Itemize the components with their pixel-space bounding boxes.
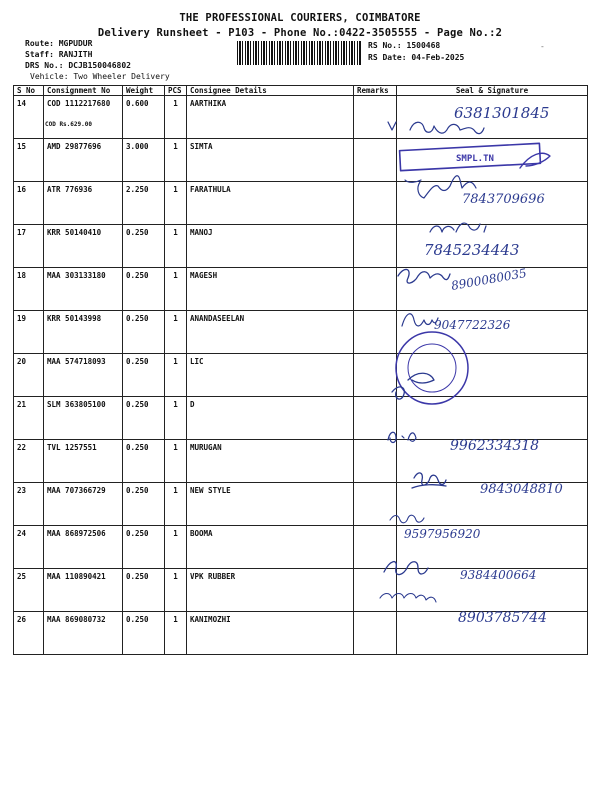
signature-scribble — [390, 515, 424, 523]
row-consignee: BOOMA — [187, 526, 354, 569]
handwritten-phone: 9597956920 — [404, 527, 481, 541]
row-pcs: 1 — [165, 526, 187, 569]
row-consignee: SIMTA — [187, 139, 354, 182]
drs-number: DRS No.: DCJB150046802 — [25, 61, 131, 70]
consignment-number: COD 1112217680 — [47, 99, 111, 108]
row-sno: 21 — [14, 397, 44, 440]
staff-label: Staff: RANJITH — [25, 50, 93, 59]
row-sno: 16 — [14, 182, 44, 225]
row-weight: 0.250 — [123, 526, 165, 569]
row-consignee: FARATHULA — [187, 182, 354, 225]
row-pcs: 1 — [165, 225, 187, 268]
handwritten-phone: 9384400664 — [460, 568, 537, 582]
vehicle-label: Vehicle: Two Wheeler Delivery — [30, 72, 170, 81]
signature-scribble — [380, 594, 436, 603]
signature-scribble — [388, 432, 416, 442]
row-sno: 19 — [14, 311, 44, 354]
row-consignment: MAA 574718093 — [44, 354, 123, 397]
row-consignment: MAA 110890421 — [44, 569, 123, 612]
row-weight: 0.250 — [123, 225, 165, 268]
row-consignee: MURUGAN — [187, 440, 354, 483]
row-weight: 0.250 — [123, 311, 165, 354]
row-pcs: 1 — [165, 182, 187, 225]
signature-scribble — [398, 269, 450, 283]
stamp-text: SMPL.TN — [456, 154, 494, 164]
handwritten-phone: 6381301845 — [454, 104, 550, 122]
row-pcs: 1 — [165, 139, 187, 182]
row-sno: 20 — [14, 354, 44, 397]
stamp — [400, 143, 550, 170]
handwritten-phone: 7845234443 — [424, 241, 520, 259]
round-stamp — [392, 332, 468, 404]
row-pcs: 1 — [165, 612, 187, 655]
row-consignee: LIC — [187, 354, 354, 397]
row-sno: 17 — [14, 225, 44, 268]
row-consignee: VPK RUBBER — [187, 569, 354, 612]
row-weight: 0.250 — [123, 440, 165, 483]
row-consignee: AARTHIKA — [187, 96, 354, 139]
row-sno: 22 — [14, 440, 44, 483]
row-consignment: KRR 50140410 — [44, 225, 123, 268]
row-consignment: ATR 776936 — [44, 182, 123, 225]
row-weight: 3.000 — [123, 139, 165, 182]
signature-scribble — [384, 562, 428, 575]
row-consignee: MAGESH — [187, 268, 354, 311]
row-pcs: 1 — [165, 397, 187, 440]
signature-scribble — [412, 473, 446, 488]
row-weight: 0.250 — [123, 483, 165, 526]
cod-amount: COD Rs.629.00 — [45, 121, 92, 128]
row-pcs: 1 — [165, 440, 187, 483]
col-consignment: Consignment No — [44, 86, 123, 96]
row-sno: 18 — [14, 268, 44, 311]
col-remarks: Remarks — [354, 86, 397, 96]
row-sno: 25 — [14, 569, 44, 612]
row-consignment: AMD 29877696 — [44, 139, 123, 182]
row-pcs: 1 — [165, 354, 187, 397]
signature-scribble — [392, 373, 434, 399]
row-consignment: SLM 363805100 — [44, 397, 123, 440]
handwritten-phone: 8903785744 — [458, 610, 548, 626]
row-consignment: TVL 1257551 — [44, 440, 123, 483]
row-sno: 15 — [14, 139, 44, 182]
row-sno: 24 — [14, 526, 44, 569]
row-pcs: 1 — [165, 311, 187, 354]
col-consignee: Consignee Details — [187, 86, 354, 96]
handwritten-phone: 8900080035 — [450, 265, 528, 293]
route-label: Route: MGPUDUR — [25, 39, 93, 48]
row-pcs: 1 — [165, 483, 187, 526]
row-pcs: 1 — [165, 96, 187, 139]
row-consignee: MANOJ — [187, 225, 354, 268]
col-pcs: PCS — [165, 86, 187, 96]
row-consignee: D — [187, 397, 354, 440]
row-consignment: MAA 868972506 — [44, 526, 123, 569]
row-weight: 0.600 — [123, 96, 165, 139]
row-weight: 0.250 — [123, 268, 165, 311]
handwritten-phone: 9843048810 — [480, 482, 563, 497]
row-weight: 0.250 — [123, 612, 165, 655]
signature-scribble — [430, 223, 486, 232]
row-pcs: 1 — [165, 569, 187, 612]
row-pcs: 1 — [165, 268, 187, 311]
row-sno: 14 — [14, 96, 44, 139]
row-weight: 0.250 — [123, 569, 165, 612]
col-signature: Seal & Signature — [397, 86, 588, 96]
rs-date: RS Date: 04-Feb-2025 — [368, 53, 465, 62]
row-consignment: MAA 869080732 — [44, 612, 123, 655]
row-weight: 2.250 — [123, 182, 165, 225]
row-weight: 0.250 — [123, 397, 165, 440]
page-mark: - — [540, 42, 545, 51]
row-sno: 26 — [14, 612, 44, 655]
col-weight: Weight — [123, 86, 165, 96]
handwritten-phone: 9047722326 — [434, 318, 511, 332]
stamp-flourish — [520, 153, 550, 168]
row-consignment: MAA 303133180 — [44, 268, 123, 311]
handwritten-phone: 9962334318 — [450, 438, 540, 454]
col-sno: S No — [14, 86, 44, 96]
row-consignee: KANIMOZHI — [187, 612, 354, 655]
company-title: THE PROFESSIONAL COURIERS, COIMBATORE — [179, 12, 421, 24]
row-consignment: KRR 50143998 — [44, 311, 123, 354]
row-consignee: ANANDASEELAN — [187, 311, 354, 354]
rs-number: RS No.: 1500468 — [368, 41, 441, 50]
row-consignee: NEW STYLE — [187, 483, 354, 526]
runsheet-subtitle: Delivery Runsheet - P103 - Phone No.:0422-3505555 - Page No.:2 — [97, 27, 503, 39]
signature-scribble — [388, 122, 484, 134]
row-consignment: MAA 707366729 — [44, 483, 123, 526]
row-weight: 0.250 — [123, 354, 165, 397]
row-sno: 23 — [14, 483, 44, 526]
handwritten-phone: 7843709696 — [462, 192, 545, 207]
signature-scribble — [402, 314, 438, 326]
